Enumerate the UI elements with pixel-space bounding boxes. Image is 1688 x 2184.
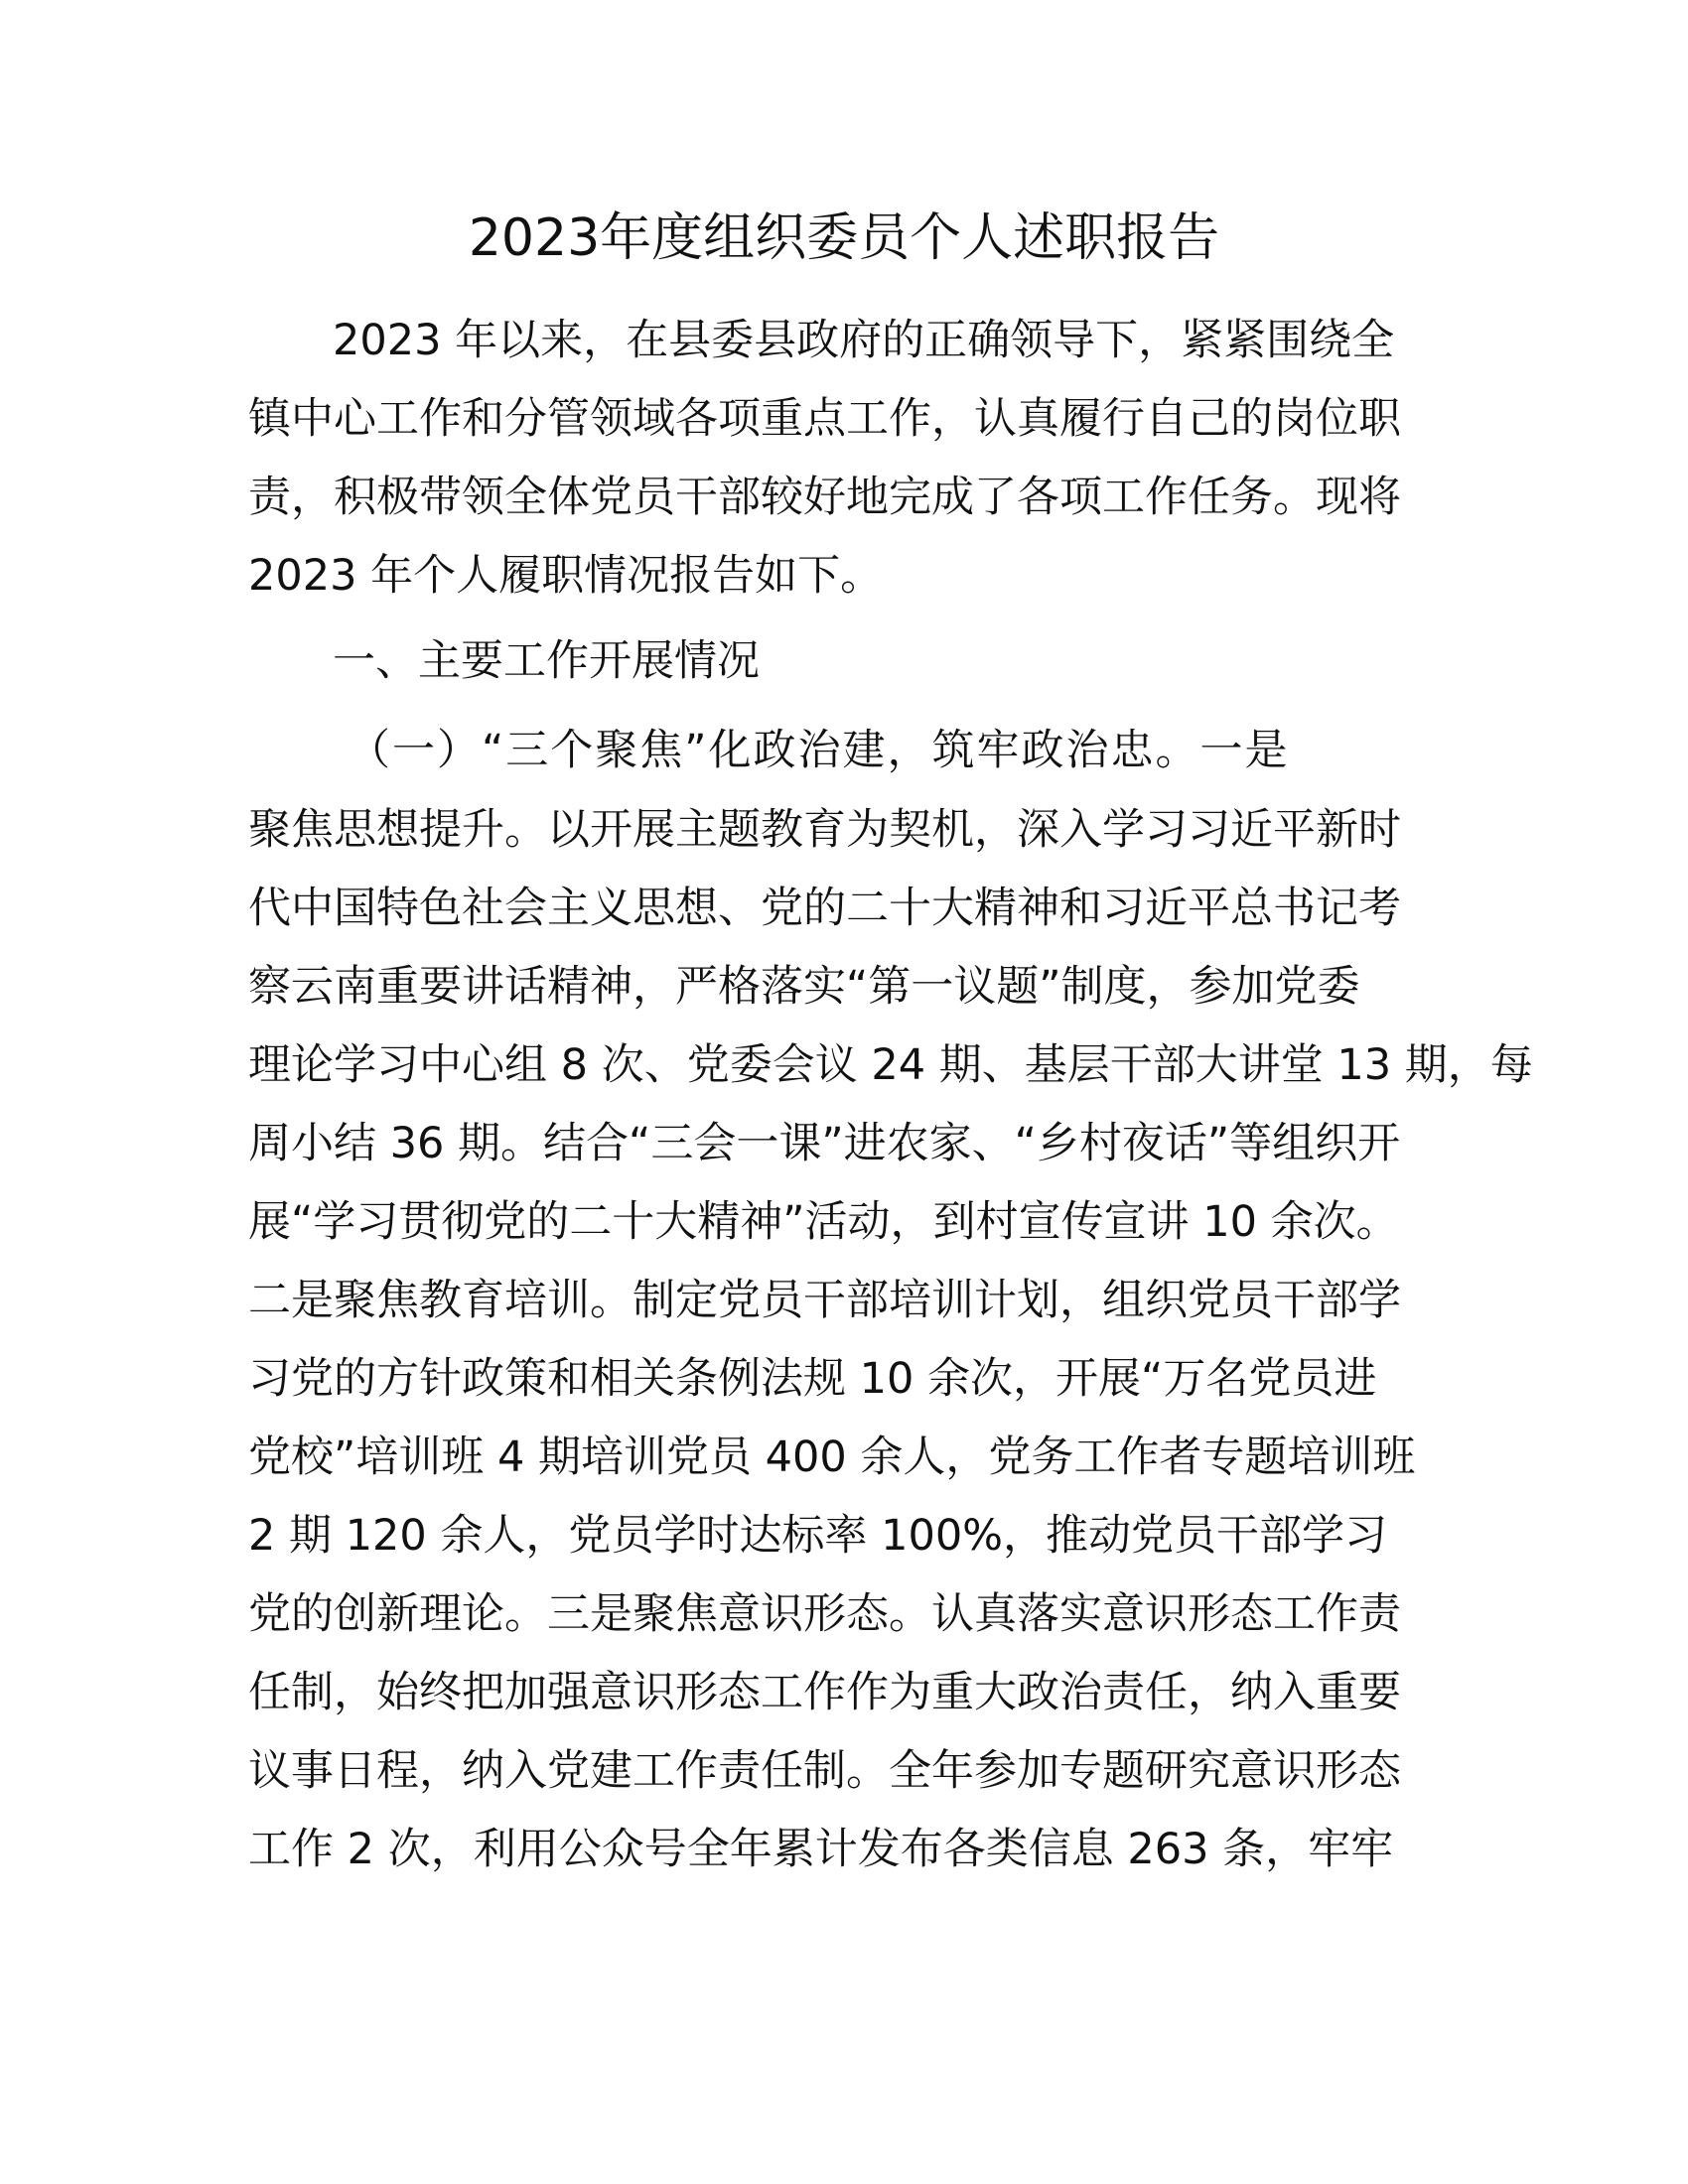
body-line-6: 展“学习贯彻党的二十大精神”活动，到村宣传宣讲 10 余次。 — [248, 1197, 1399, 1247]
body-line-7: 二是聚焦教育培训。制定党员干部培训计划，组织党员干部学 — [248, 1276, 1401, 1325]
subsection-heading: （一）“三个聚焦”化政治建，筑牢政治忠。一是 — [348, 726, 1290, 775]
body-line-12: 任制，始终把加强意识形态工作作为重大政治责任，纳入重要 — [248, 1668, 1401, 1717]
body-line-5: 周小结 36 期。结合“三会一课”进农家、“乡村夜话”等组织开 — [248, 1119, 1401, 1168]
section-heading: 一、主要工作开展情况 — [333, 636, 760, 686]
body-line-4: 理论学习中心组 8 次、党委会议 24 期、基层干部大讲堂 13 期，每 — [248, 1040, 1533, 1090]
paragraph-line-1: 2023 年以来，在县委县政府的正确领导下，紧紧围绕全 — [333, 316, 1395, 365]
body-line-2: 代中国特色社会主义思想、党的二十大精神和习近平总书记考 — [248, 884, 1401, 933]
paragraph-line-3: 责，积极带领全体党员干部较好地完成了各项工作任务。现将 — [248, 473, 1401, 522]
body-line-9: 党校”培训班 4 期培训党员 400 余人，党务工作者专题培训班 — [248, 1433, 1416, 1482]
body-line-8: 习党的方针政策和相关条例法规 10 余次，开展“万名党员进 — [248, 1354, 1377, 1404]
paragraph-line-4: 2023 年个人履职情况报告如下。 — [248, 551, 884, 601]
paragraph-line-2: 镇中心工作和分管领域各项重点工作，认真履行自己的岗位职 — [248, 394, 1401, 444]
document-title: 2023年度组织委员个人述职报告 — [468, 208, 1220, 268]
body-line-3: 察云南重要讲话精神，严格落实“第一议题”制度，参加党委 — [248, 962, 1360, 1012]
body-line-14: 工作 2 次，利用公众号全年累计发布各类信息 263 条，牢牢 — [248, 1825, 1394, 1874]
body-line-13: 议事日程，纳入党建工作责任制。全年参加专题研究意识形态 — [248, 1746, 1401, 1796]
body-line-1: 聚焦思想提升。以开展主题教育为契机，深入学习习近平新时 — [248, 805, 1401, 855]
body-line-10: 2 期 120 余人，党员学时达标率 100%，推动党员干部学习 — [248, 1511, 1388, 1561]
body-line-11: 党的创新理论。三是聚焦意识形态。认真落实意识形态工作责 — [248, 1589, 1401, 1639]
